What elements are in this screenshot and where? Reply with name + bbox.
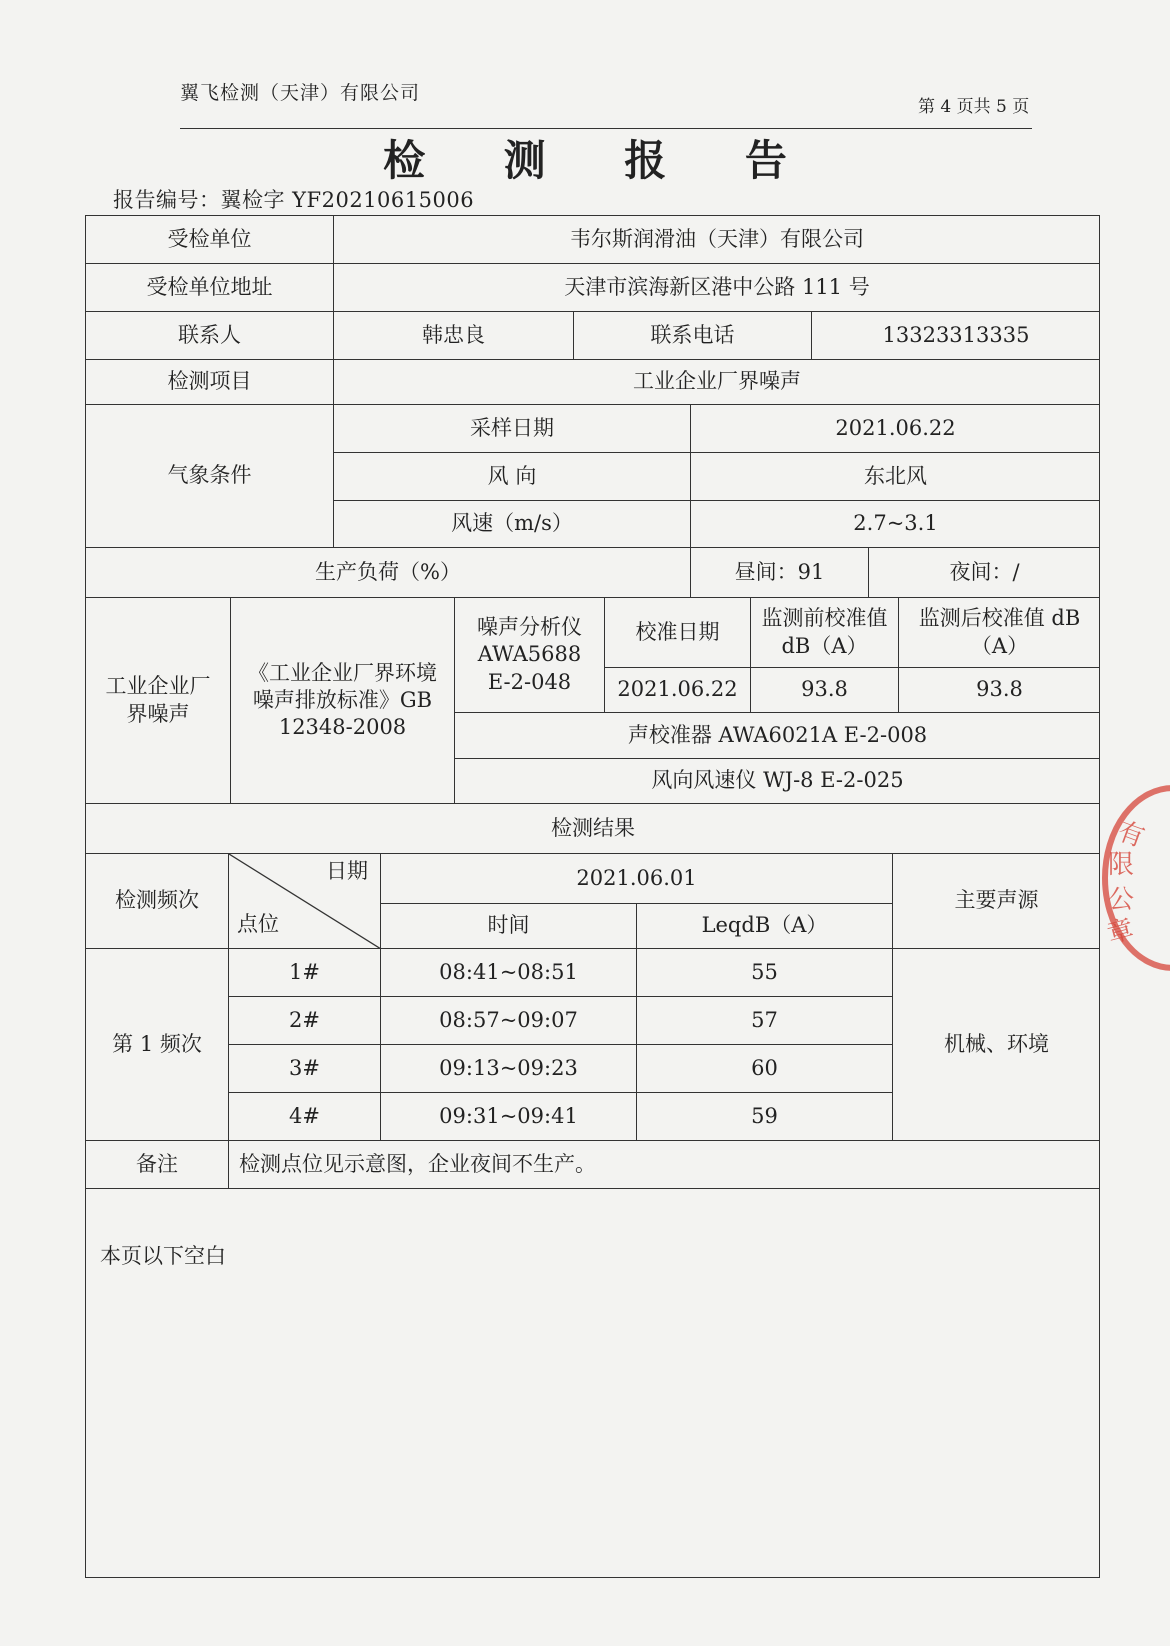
row-leq: 60 — [636, 1044, 892, 1092]
page-number: 第 4 页共 5 页 — [918, 97, 1030, 117]
point-corner-label: 点位 — [237, 911, 279, 936]
row-leq: 59 — [636, 1092, 892, 1140]
row-leq: 55 — [636, 948, 892, 996]
anemometer: 风向风速仪 WJ-8 E-2-025 — [454, 758, 1100, 803]
report-title: 检 测 报 告 — [383, 136, 819, 185]
row-time: 08:41~08:51 — [380, 948, 636, 996]
company-seal — [1098, 778, 1170, 978]
svg-text:公: 公 — [1108, 885, 1135, 915]
standard-name: 《工业企业厂界环境噪声排放标准》GB 12348-2008 — [230, 597, 454, 803]
frequency-value: 第 1 频次 — [85, 948, 228, 1140]
contact-label: 联系人 — [85, 311, 333, 359]
date-point-header — [228, 853, 380, 948]
svg-text:章: 章 — [1104, 914, 1137, 950]
svg-text:限: 限 — [1108, 850, 1135, 880]
date-corner-label: 日期 — [326, 859, 368, 883]
source-value: 机械、环境 — [892, 948, 1100, 1140]
row-time: 09:13~09:23 — [380, 1044, 636, 1092]
remarks-label: 备注 — [85, 1140, 228, 1188]
sound-calibrator: 声校准器 AWA6021A E-2-008 — [454, 712, 1100, 758]
phone-label: 联系电话 — [573, 311, 811, 359]
item-label: 检测项目 — [85, 359, 333, 404]
standard-category: 工业企业厂界噪声 — [85, 597, 230, 803]
load-night: 夜间：/ — [868, 547, 1100, 597]
results-date: 2021.06.01 — [380, 853, 892, 903]
row-time: 08:57~09:07 — [380, 996, 636, 1044]
row-point: 4# — [228, 1092, 380, 1140]
frequency-label: 检测频次 — [85, 853, 228, 948]
wind-speed-label: 风速（m/s） — [333, 500, 690, 547]
unit-label: 受检单位 — [85, 215, 333, 263]
sampling-date-value: 2021.06.22 — [690, 404, 1100, 452]
item-value: 工业企业厂界噪声 — [333, 359, 1100, 404]
report-number: 报告编号：翼检字 YF20210615006 — [113, 188, 475, 212]
load-label: 生产负荷（%） — [85, 547, 690, 597]
row-leq: 57 — [636, 996, 892, 1044]
calib-after-label: 监测后校准值 dB（A） — [898, 597, 1100, 667]
svg-text:有: 有 — [1113, 816, 1149, 854]
noise-analyzer: 噪声分析仪 AWA5688 E-2-048 — [454, 597, 604, 712]
company-name: 翼飞检测（天津）有限公司 — [180, 82, 421, 104]
address-label: 受检单位地址 — [85, 263, 333, 311]
row-point: 2# — [228, 996, 380, 1044]
weather-label: 气象条件 — [85, 404, 333, 547]
row-time: 09:31~09:41 — [380, 1092, 636, 1140]
wind-speed-value: 2.7~3.1 — [690, 500, 1100, 547]
results-title: 检测结果 — [85, 803, 1100, 853]
calib-date-value: 2021.06.22 — [604, 667, 750, 712]
calib-after-value: 93.8 — [898, 667, 1100, 712]
row-point: 1# — [228, 948, 380, 996]
wind-direction-value: 东北风 — [690, 452, 1100, 500]
sampling-date-label: 采样日期 — [333, 404, 690, 452]
contact-value: 韩忠良 — [333, 311, 573, 359]
remarks-bottom-rule — [85, 1188, 1100, 1189]
calib-before-value: 93.8 — [750, 667, 898, 712]
remarks-value: 检测点位见示意图，企业夜间不生产。 — [228, 1140, 1100, 1188]
address-value: 天津市滨海新区港中公路 111 号 — [333, 263, 1100, 311]
calib-before-label: 监测前校准值 dB（A） — [750, 597, 898, 667]
unit-value: 韦尔斯润滑油（天津）有限公司 — [333, 215, 1100, 263]
calib-date-label: 校准日期 — [604, 597, 750, 667]
blank-below-note: 本页以下空白 — [100, 1244, 226, 1268]
phone-value: 13323313335 — [811, 311, 1100, 359]
wind-direction-label: 风 向 — [333, 452, 690, 500]
load-day: 昼间：91 — [690, 547, 868, 597]
row-point: 3# — [228, 1044, 380, 1092]
time-header: 时间 — [380, 903, 636, 948]
leq-header: LeqdB（A） — [636, 903, 892, 948]
source-header: 主要声源 — [892, 853, 1100, 948]
